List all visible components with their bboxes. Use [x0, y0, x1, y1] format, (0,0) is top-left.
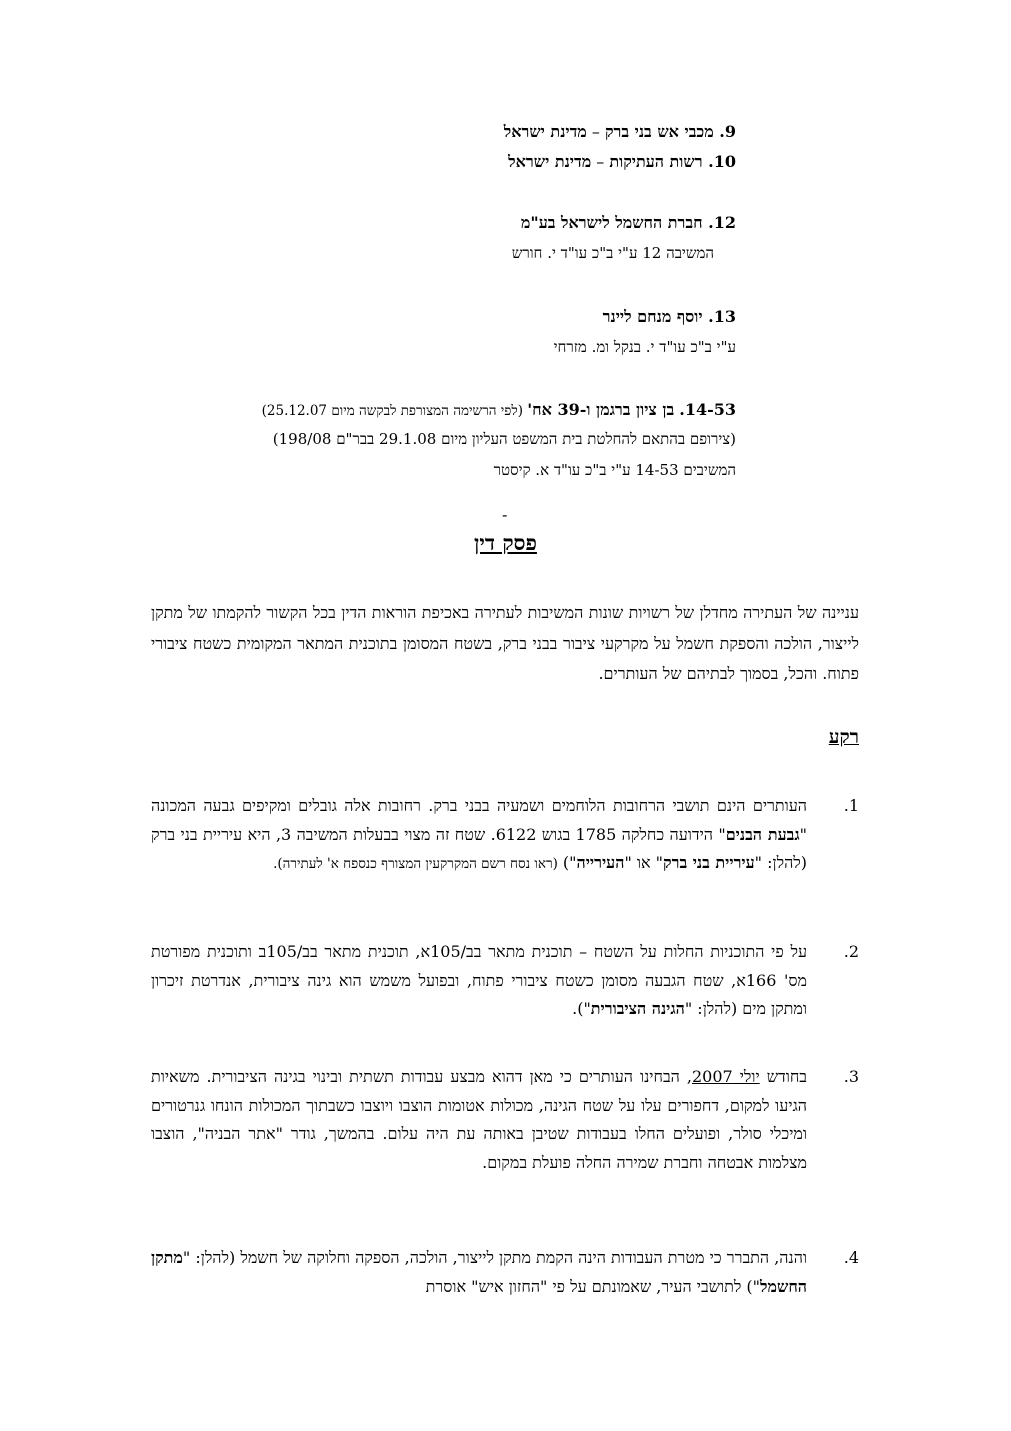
party-9-number: 9.: [719, 122, 736, 141]
party-13: [603, 307, 736, 327]
party-10-name: רשות העתיקות: [609, 152, 703, 171]
paragraph-1-segment: " או ": [624, 853, 664, 872]
paragraph-4: [151, 1244, 859, 1301]
party-12-number: 12.: [708, 213, 736, 232]
party-14-53: [262, 400, 736, 420]
intro-paragraph: עניינה של העתירה מחדלן של רשויות שונות המשיבות לעתירה באכיפת הוראות הדין בכל הקשור להקמתו של מתקן לייצור, הולכה והספקת חשמל על מקרקעי ציבור בבני ברק, בשטח המסומן בתוכנית המתאר המקומית כשטח ציבורי פתוח. והכל, בסמוך לבתיהם של העותרים.: [151, 603, 860, 683]
paragraph-1-term-municipality: עיריית בני ברק: [663, 853, 755, 872]
party-14-53-note: (לפי הרשימה המצורפת לבקשה מיום 25.12.07): [261, 403, 528, 419]
party-13-representation: ע"י ב"כ עו"ד י. בנקל ומ. מזרחי: [553, 338, 736, 356]
party-10-state: מדינת ישראל: [508, 152, 592, 171]
paragraph-2-segment: ").: [572, 999, 591, 1018]
party-10-number: 10.: [708, 152, 736, 171]
party-10: [508, 152, 736, 172]
paragraph-1-segment: " הידועה כחלקה 1785 בגוש 6122. שטח זה מצוי בבעלות המשיבה 3, היא עיריית בני ברק (להלן: ": [151, 824, 807, 872]
paragraph-3-text: [151, 1063, 807, 1177]
paragraph-4-term-power-facility: מתקן החשמל: [151, 1248, 807, 1296]
paragraph-2: [151, 938, 859, 1024]
party-12-representation: המשיבה 12 ע"י ב"כ עו"ד י. חורש: [511, 244, 714, 262]
paragraph-3-number: 3.: [843, 1067, 859, 1086]
paragraph-1-note: (ראו נסח רשם המקרקעין המצורף כנספח א' לעתירה).: [273, 856, 558, 872]
party-9-state: מדינת ישראל: [503, 122, 587, 141]
party-14-53-representation: המשיבים 14-53 ע"י ב"כ עו"ד א. קיסטר: [493, 461, 736, 479]
document-title: פסק דין: [474, 530, 537, 555]
party-14-53-name: בן ציון ברגמן ו-39 אח': [527, 400, 675, 419]
paragraph-4-number: 4.: [843, 1248, 859, 1267]
paragraph-1: [151, 792, 859, 879]
paragraph-4-text: [151, 1244, 807, 1301]
party-14-53-joinder: (צירופם בהתאם להחלטת בית המשפט העליון מיום 29.1.08 בבר"ם 198/08): [272, 430, 736, 448]
paragraph-3-date: יולי 2007: [691, 1067, 760, 1086]
paragraph-2-term-public-garden: הגינה הציבורית: [590, 999, 685, 1018]
paragraph-3-segment: בחודש: [759, 1067, 808, 1086]
paragraph-1-term-city-hall: העירייה: [576, 853, 625, 872]
party-13-name: יוסף מנחם ליינר: [602, 307, 703, 326]
paragraph-1-segment: "): [557, 853, 577, 872]
paragraph-3: [151, 1063, 859, 1177]
paragraph-1-number: 1.: [843, 796, 859, 815]
party-13-number: 13.: [708, 307, 736, 326]
party-12: [521, 213, 736, 233]
section-heading: רקע: [828, 726, 859, 748]
party-10-separator: –: [591, 152, 610, 171]
paragraph-2-text: [151, 938, 807, 1024]
party-14-53-number: 14-53.: [679, 400, 736, 419]
paragraph-3-segment: , הבחינו העותרים כי מאן דהוא מבצע עבודות תשתית ובינוי בגינה הציבורית. משאיות הגיעו למקום, דחפורים עלו על שטח הגינה, מכולות אטומות הוצבו ויוצבו כשבתוך המכולות הונחו גנרטורים ומיכלי סולר, ופועלים החלו בעבודות שטיבן באותה עת היה עלום. בהמשך, גודר "אתר הבניה", הוצבו מצלמות אבטחה וחברת שמירה החלה פועלת במקום.: [151, 1067, 807, 1172]
separator-dash: -: [502, 505, 508, 524]
paragraph-2-number: 2.: [843, 942, 859, 961]
paragraph-4-segment: והנה, התברר כי מטרת העבודות הינה הקמת מתקן לייצור, הולכה, הספקה וחלוקה של חשמל (להלן: ": [182, 1248, 808, 1267]
paragraph-1-term-givat-habanim: גבעת הבנים: [725, 824, 800, 844]
party-9-name: מכבי אש בני ברק: [604, 122, 714, 141]
paragraph-4-segment: ") לתושבי העיר, שאמונתם על פי "החזון איש" אוסרת: [425, 1276, 761, 1296]
paragraph-2-segment: על פי התוכניות החלות על השטח – תוכנית מתאר בב/105א, תוכנית מתאר בב/105ב ותוכנית מפורטת מס' 166א, שטח הגבעה מסומן כשטח ציבורי פתוח, ובפועל משמש הוא גינה ציבורית, אנדרטת זיכרון ומתקן מים (להלן: ": [151, 942, 808, 1018]
paragraph-1-text: [151, 792, 807, 879]
party-9: [504, 122, 736, 142]
paragraph-1-segment: העותרים הינם תושבי הרחובות הלוחמים ושמעיה בבני ברק. רחובות אלה גובלים ומקיפים גבעה המכונה ": [151, 796, 807, 844]
party-12-name: חברת החשמל לישראל בע"מ: [520, 213, 703, 232]
party-9-separator: –: [586, 122, 605, 141]
